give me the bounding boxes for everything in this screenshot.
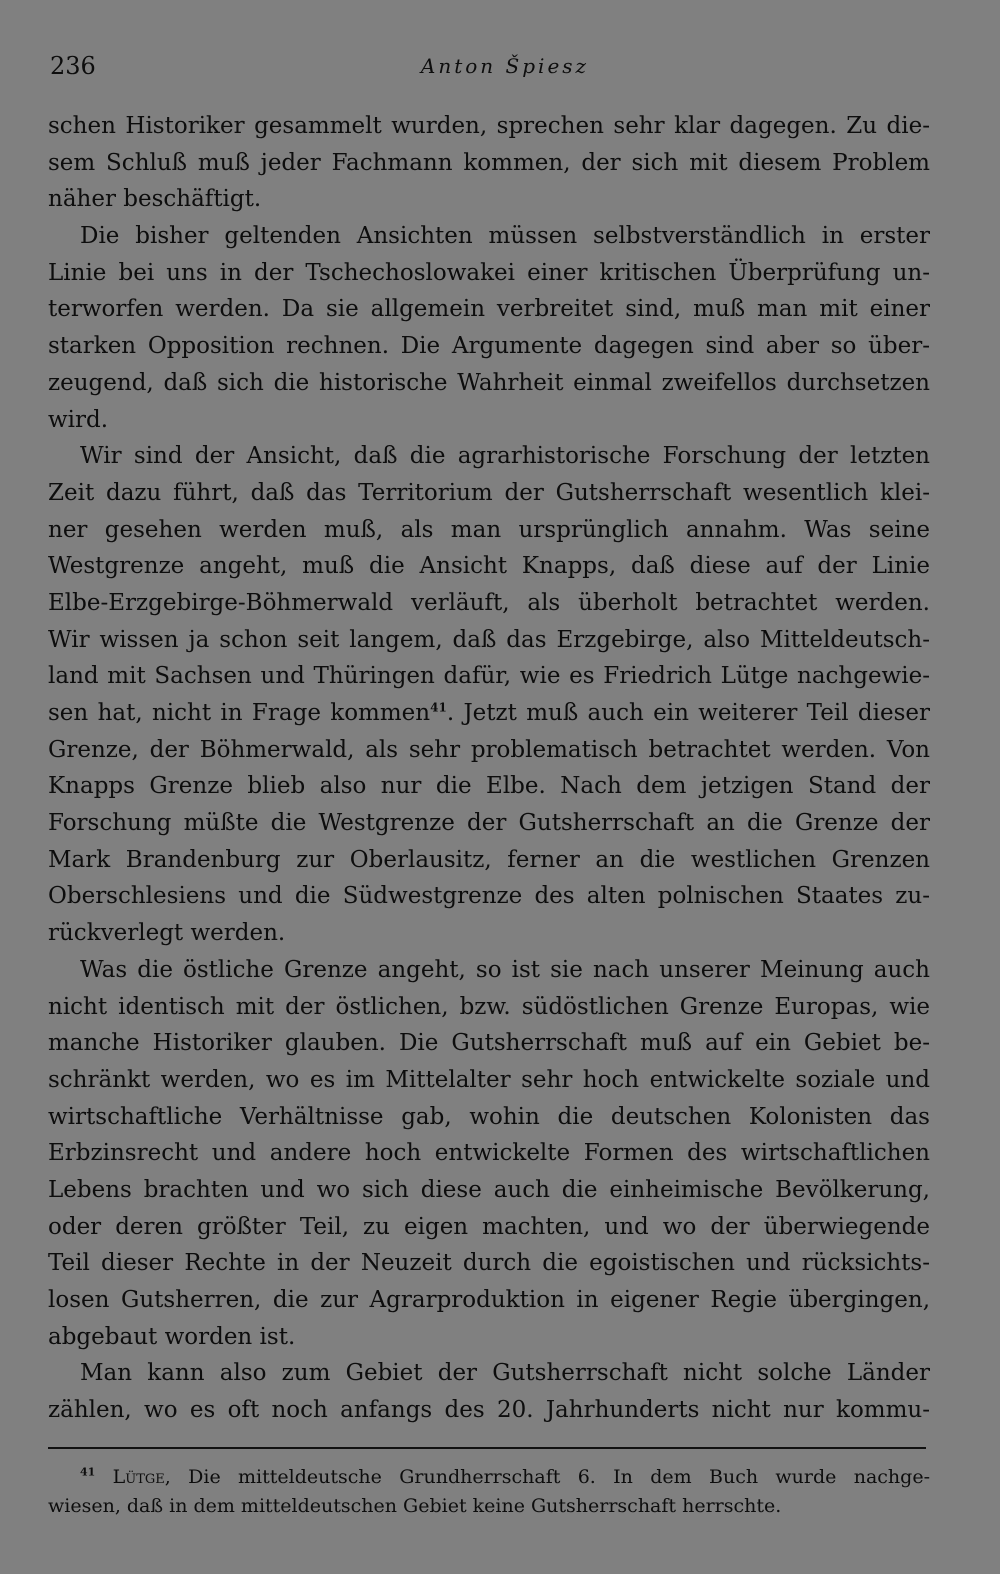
text-line-with-footnote-ref: [48, 695, 930, 732]
text-line: terworfen werden. Da sie allgemein verbreitet sind, muß man mit einer: [48, 296, 930, 323]
text-line: sem Schluß muß jeder Fachmann kommen, der sich mit diesem Problem: [48, 149, 930, 176]
paragraph-first-line: Was die östliche Grenze angeht, so ist sie nach unserer Meinung auch: [80, 956, 930, 983]
paragraph-first-line: Wir sind der Ansicht, daß die agrarhistorische Forschung der letzten: [80, 443, 930, 470]
paragraph-first-line: Die bisher geltenden Ansichten müssen selbstverständlich in erster: [80, 223, 930, 250]
text-line: oder deren größter Teil, zu eigen machten, und wo der überwiegende: [48, 1213, 930, 1240]
text-line: Grenze, der Böhmerwald, als sehr problematisch betrachtet werden. Von: [48, 736, 930, 763]
footnote-line: wiesen, daß in dem mitteldeutschen Gebiet keine Gutsherrschaft herrschte.: [48, 1495, 782, 1517]
paragraph-first-line: Man kann also zum Gebiet der Gutsherrschaft nicht solche Länder: [80, 1360, 930, 1387]
footnote-mark: 41: [80, 1465, 96, 1479]
text-line: Wir wissen ja schon seit langem, daß das Erzgebirge, also Mitteldeutsch-: [48, 626, 930, 653]
footnote-line: [48, 1463, 930, 1492]
text-line: nicht identisch mit der östlichen, bzw. südöstlichen Grenze Europas, wie: [48, 993, 930, 1020]
text-line: Westgrenze angeht, muß die Ansicht Knapps, daß diese auf der Linie: [48, 553, 930, 580]
text-line: zählen, wo es oft noch anfangs des 20. Jahrhunderts nicht nur kommu-: [48, 1397, 930, 1424]
text-line: Linie bei uns in der Tschechoslowakei einer kritischen Überprüfung un-: [48, 259, 930, 286]
text-line: Knapps Grenze blieb also nur die Elbe. Nach dem jetzigen Stand der: [48, 773, 930, 800]
text-line: Forschung müßte die Westgrenze der Gutsherrschaft an die Grenze der: [48, 810, 930, 837]
text-line: losen Gutsherren, die zur Agrarproduktion in eigener Regie übergingen,: [48, 1287, 930, 1313]
page-header: [50, 52, 930, 86]
text-line: Erbzinsrecht und andere hoch entwickelte Formen des wirtschaftlichen: [48, 1140, 930, 1167]
footnote-separator: [48, 1447, 926, 1449]
text-line: manche Historiker glauben. Die Gutsherrschaft muß auf ein Gebiet be-: [48, 1030, 930, 1057]
text-line: Zeit dazu führt, daß das Territorium der Gutsherrschaft wesentlich klei-: [48, 479, 930, 506]
text-line: schen Historiker gesammelt wurden, sprechen sehr klar dagegen. Zu die-: [48, 113, 930, 139]
text-line: rückverlegt werden.: [48, 920, 286, 947]
text-line: Oberschlesiens und die Südwestgrenze des alten polnischen Staates zu-: [48, 883, 930, 910]
text-line: näher beschäftigt.: [48, 186, 262, 213]
text-line: Mark Brandenburg zur Oberlausitz, ferner an die westlichen Grenzen: [48, 846, 930, 873]
text-line: ner gesehen werden muß, als man ursprünglich annahm. Was seine: [48, 516, 930, 543]
footnote-reference: 41: [430, 700, 447, 715]
running-title: Anton Špiesz: [420, 54, 590, 78]
text-line: Teil dieser Rechte in der Neuzeit durch die egoistischen und rücksichts-: [48, 1250, 930, 1277]
text-line: wirtschaftliche Verhältnisse gab, wohin die deutschen Kolonisten das: [48, 1103, 930, 1130]
text-line: Lebens brachten und wo sich diese auch die einheimische Bevölkerung,: [48, 1176, 930, 1203]
text-line: abgebaut worden ist.: [48, 1323, 296, 1350]
footnote-author: Lütge: [112, 1466, 165, 1488]
text-line: starken Opposition rechnen. Die Argumente dagegen sind aber so über-: [48, 333, 930, 360]
page-number: 236: [50, 52, 96, 80]
text-segment: sen hat, nicht in Frage kommen: [48, 700, 431, 726]
text-line: schränkt werden, wo es im Mittelalter sehr hoch entwickelte soziale und: [48, 1066, 930, 1093]
footnotes: [48, 1463, 930, 1521]
text-segment: . Jetzt muß auch ein weiterer Teil dieser: [446, 700, 930, 726]
text-line: zeugend, daß sich die historische Wahrheit einmal zweifellos durchsetzen: [48, 369, 930, 396]
footnote-text: , Die mitteldeutsche Grundherrschaft 6. In dem Buch wurde nachge-: [164, 1466, 930, 1488]
text-line: land mit Sachsen und Thüringen dafür, wie es Friedrich Lütge nachgewie-: [48, 663, 930, 690]
text-line: wird.: [48, 406, 109, 433]
body-text: [48, 108, 930, 1429]
text-line: Elbe-Erzgebirge-Böhmerwald verläuft, als überholt betrachtet werden.: [48, 589, 930, 616]
